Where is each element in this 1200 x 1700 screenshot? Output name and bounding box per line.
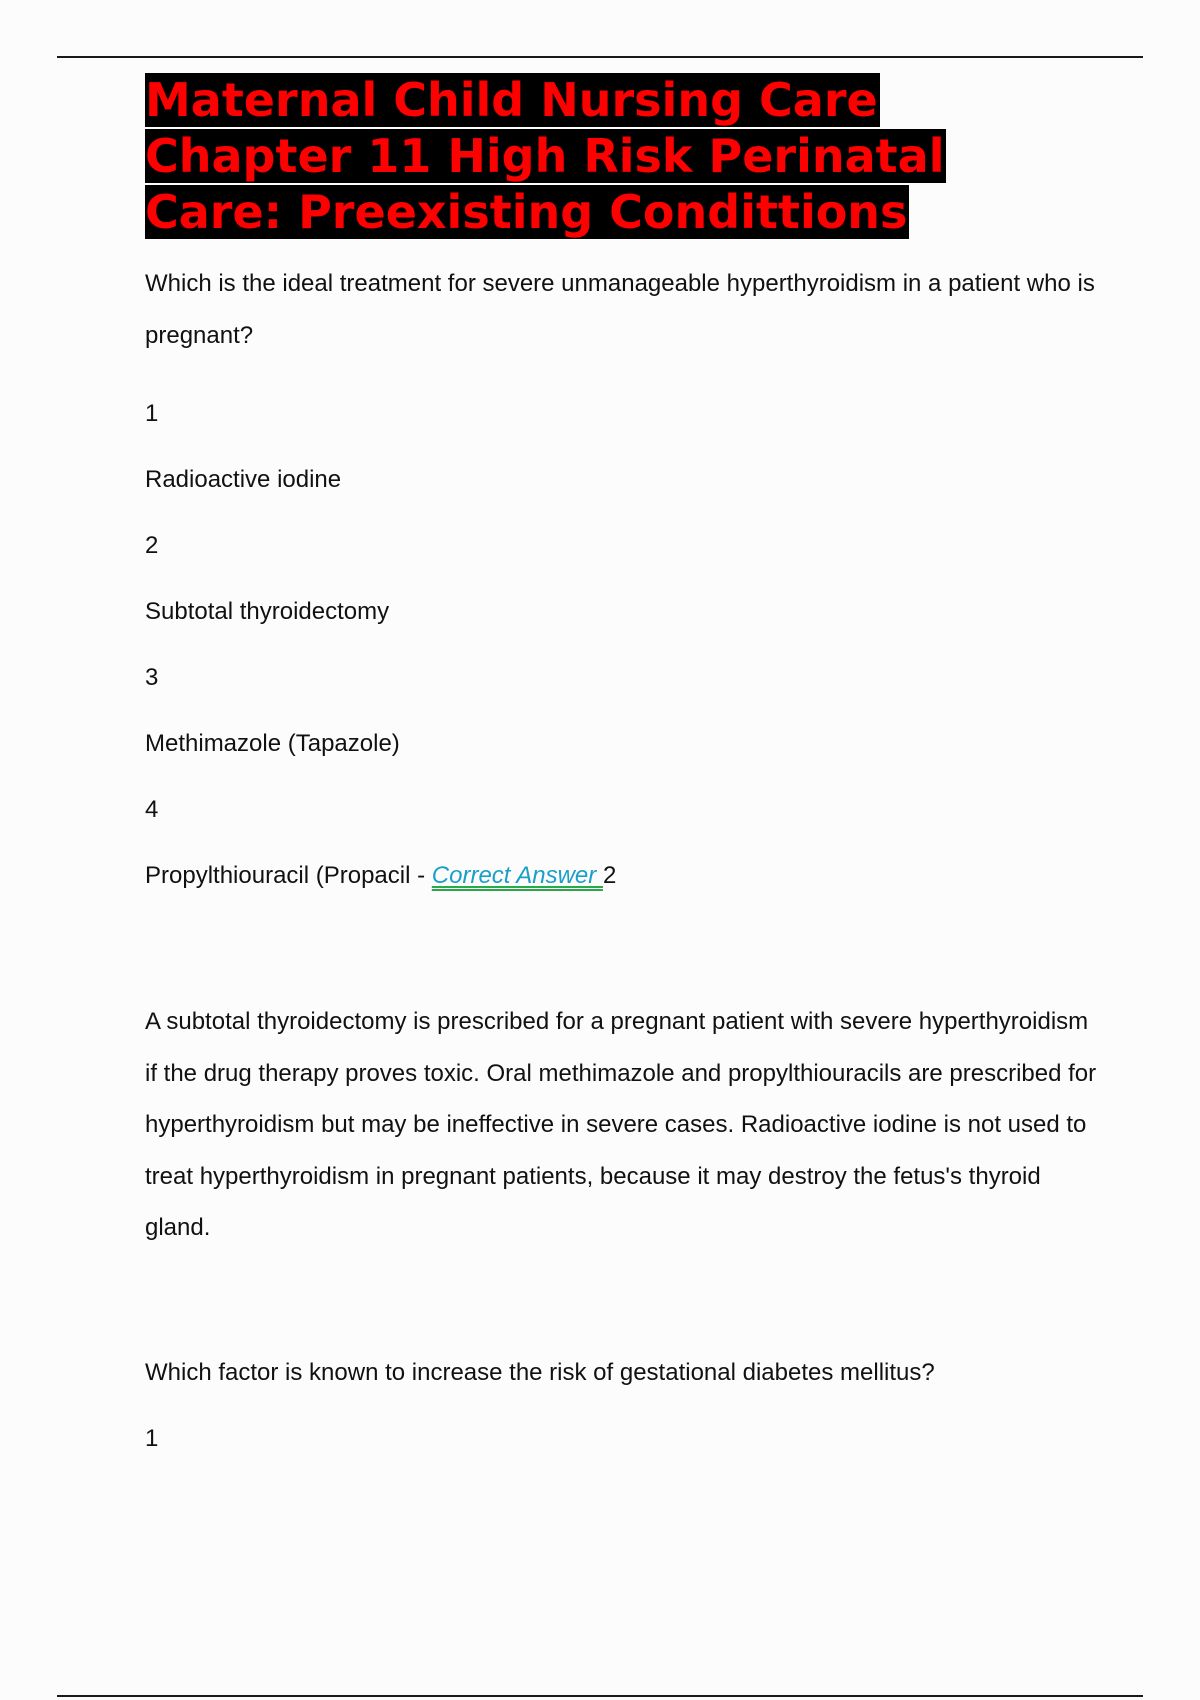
footer-rule xyxy=(57,1695,1143,1697)
correct-answer-value: 2 xyxy=(602,862,617,889)
option-2-text: Subtotal thyroidectomy xyxy=(145,598,390,625)
rationale-text: A subtotal thyroidectomy is prescribed for a pregnant patient with severe hyperthyroidism if the drug therapy proves toxic. Oral methimazole and propylthiouracils are prescribed for hyperthyroidism but may be ineffective in severe cases. Radioactive iodine is not used to treat hyperthyroidism in pregnant patients, because it may destroy the fetus's thyroid gland. xyxy=(145,1008,1097,1241)
title-line-1: Maternal Child Nursing Care xyxy=(145,73,878,127)
option-1-text: Radioactive iodine xyxy=(145,466,342,493)
question-1-text: Which is the ideal treatment for severe unmanageable hyperthyroidism in a patient who is pregnant? xyxy=(145,270,1095,349)
option-4-text: Propylthiouracil (Propacil - xyxy=(145,862,432,889)
title-line-3: Care: Preexisting Condittions xyxy=(145,185,908,239)
question-2-text: Which factor is known to increase the risk of gestational diabetes mellitus? xyxy=(145,1358,935,1386)
option-1-number: 1 xyxy=(145,400,159,427)
document-page xyxy=(145,72,1105,1453)
header-rule xyxy=(57,56,1143,58)
question-2-option-1-number: 1 xyxy=(145,1424,159,1452)
correct-answer-link[interactable]: Correct Answer xyxy=(431,862,603,889)
option-3-number: 3 xyxy=(145,664,159,691)
title-line-2: Chapter 11 High Risk Perinatal xyxy=(145,129,945,183)
option-4-line xyxy=(145,862,1105,890)
document-title xyxy=(145,72,1105,240)
option-4-number: 4 xyxy=(145,796,159,823)
option-2-number: 2 xyxy=(145,532,159,559)
option-3-text: Methimazole (Tapazole) xyxy=(145,730,400,757)
